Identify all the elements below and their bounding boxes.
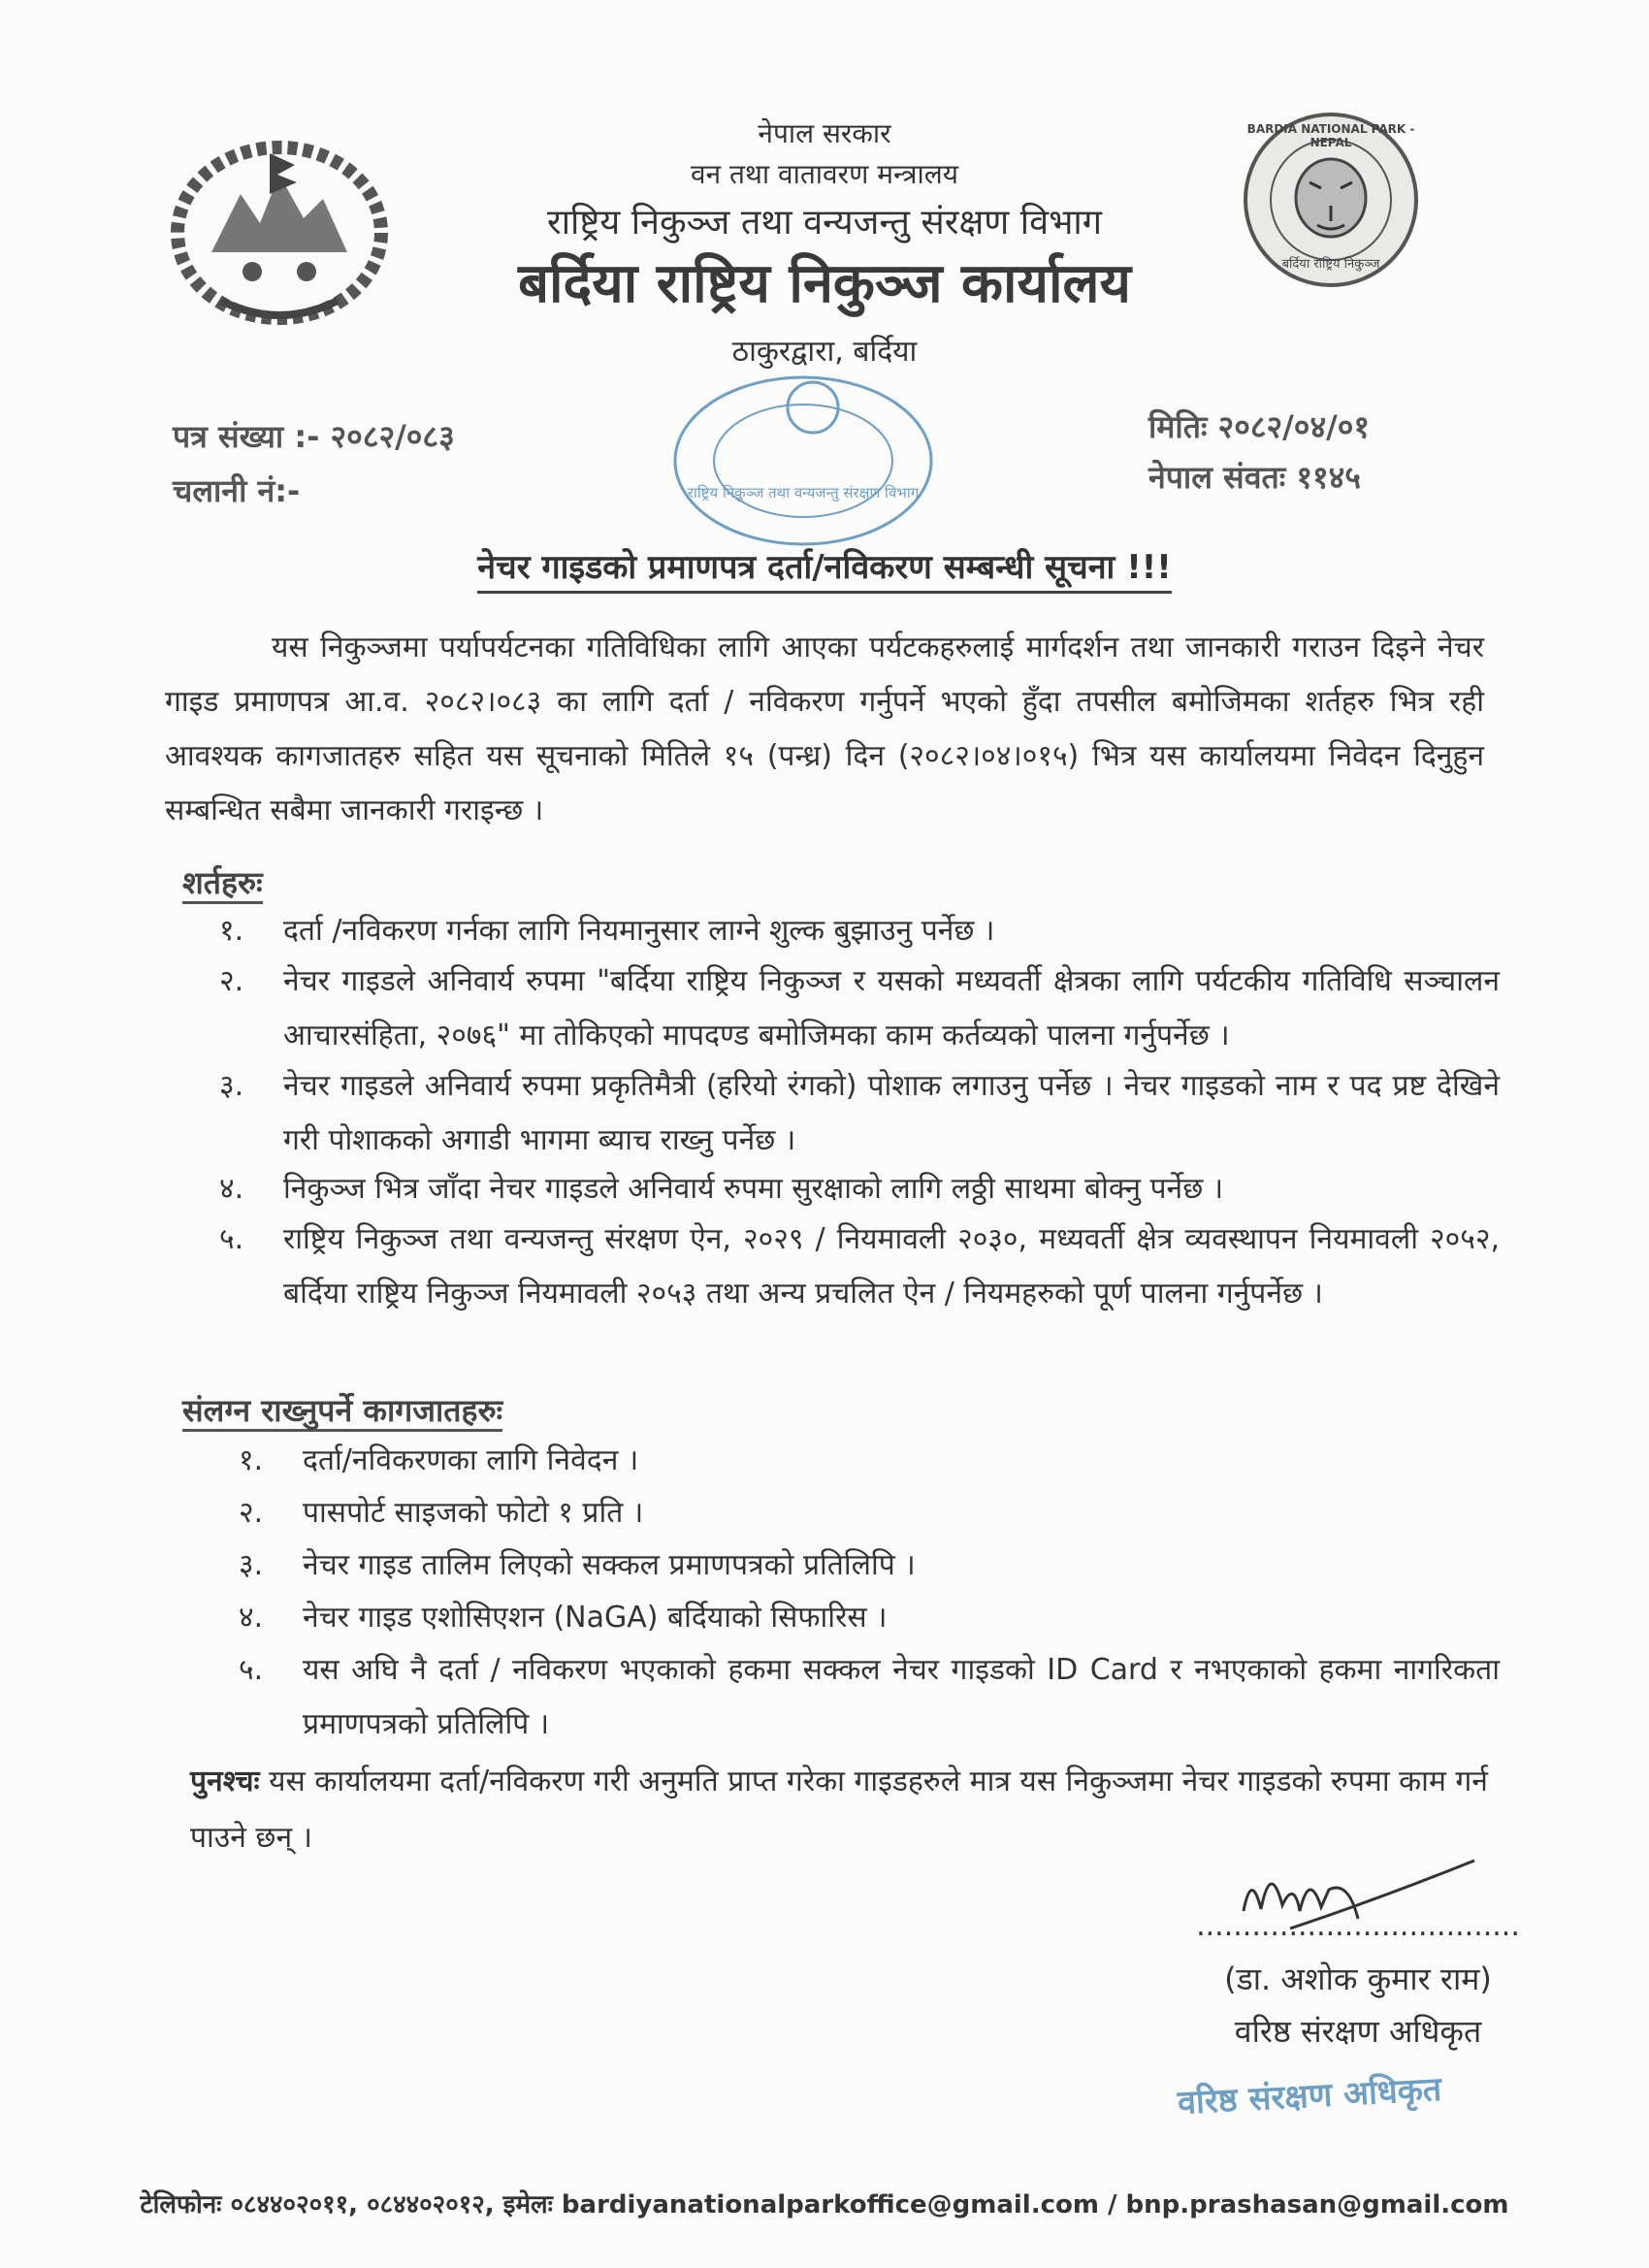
item-text: नेचर गाइड एशोसिएशन (NaGA) बर्दियाको सिफारिस । (303, 1601, 888, 1635)
ministry-name: वन तथा वातावरण मन्त्रालय (691, 158, 958, 190)
seal-sublabel: बर्दिया राष्ट्रिय निकुञ्ज (1281, 257, 1380, 272)
contact-footer: टेलिफोनः ०८४४०२०११, ०८४४०२०१२, इमेलः bardiyanationalparkoffice@gmail.com / bnp.prashasan@gmail.com (140, 2190, 1509, 2219)
item-number: ५. (219, 1222, 244, 1256)
condition-item (219, 955, 1500, 1063)
item-number: १. (239, 1443, 264, 1477)
item-text: दर्ता/नविकरणका लागि निवेदन । (303, 1443, 639, 1477)
item-text: राष्ट्रिय निकुञ्ज तथा वन्यजन्तु संरक्षण ऐन, २०२९ / नियमावली २०३०, मध्यवर्ती क्षेत्र व्यवस्थापन नियमावली २०५२, बर्दिया राष्ट्रिय निकुञ्ज नियमावली २०५३ तथा अन्य प्रचलित ऐन / नियमहरुको पूर्ण पालना गर्नुपर्नेछ । (283, 1222, 1500, 1311)
condition-item (219, 1059, 1500, 1168)
item-number: २. (239, 1496, 264, 1530)
notice-subject (0, 543, 1649, 588)
office-location: ठाकुरद्वारा, बर्दिया (731, 335, 918, 369)
signature-dots: ................................... (1196, 1909, 1520, 1943)
item-number: ३. (219, 1069, 244, 1103)
office-stamp-text: राष्ट्रिय निकुञ्ज तथा वन्यजन्तु संरक्षण विभाग (687, 484, 920, 502)
documents-heading-text: संलग्न राख्नुपर्ने कागजातहरुः (182, 1392, 502, 1432)
item-text: नेचर गाइडले अनिवार्य रुपमा "बर्दिया राष्ट्रिय निकुञ्ज र यसको मध्यवर्ती क्षेत्रका लागि पर्यटकीय गतिविधि सञ्चालन आचारसंहिता, २०७६" मा तोकिएको मापदण्ड बमोजिमका काम कर्तव्यको पालना गर्नुपर्नेछ । (283, 964, 1500, 1053)
item-number: १. (219, 914, 244, 948)
item-number: २. (219, 964, 244, 998)
government-name: नेपाल सरकार (758, 117, 891, 149)
item-number: ४. (239, 1601, 264, 1635)
conditions-heading-text: शर्तहरुः (182, 864, 263, 904)
condition-item (219, 1213, 1500, 1321)
item-text: निकुञ्ज भित्र जाँदा नेचर गाइडले अनिवार्य रुपमा सुरक्षाको लागि लठ्ठी साथमा बोक्नु पर्नेछ । (283, 1172, 1224, 1206)
designation-stamp: वरिष्ठ संरक्षण अधिकृत (1177, 2069, 1443, 2123)
item-number: ५. (239, 1653, 264, 1687)
item-number: ३. (239, 1548, 264, 1582)
item-text: नेचर गाइड तालिम लिएको सक्कल प्रमाणपत्रको प्रतिलिपि । (303, 1548, 916, 1582)
documents-heading (182, 1389, 502, 1431)
document-item (239, 1591, 1519, 1645)
letter-number: पत्र संख्या :- २०८२/०८३ (173, 418, 455, 455)
department-name: राष्ट्रिय निकुञ्ज तथा वन्यजन्तु संरक्षण विभाग (547, 203, 1102, 243)
document-item (239, 1643, 1500, 1752)
item-text: नेचर गाइडले अनिवार्य रुपमा प्रकृतिमैत्री (हरियो रंगको) पोशाक लगाउनु पर्नेछ । नेचर गाइडको नाम र पद प्रष्ट देखिने गरी पोशाकको अगाडी भागमा ब्याच राख्नु पर्नेछ । (283, 1069, 1500, 1157)
conditions-heading (182, 861, 263, 903)
condition-item (219, 904, 1500, 958)
item-number: ४. (219, 1172, 244, 1206)
item-text: दर्ता /नविकरण गर्नका लागि नियमानुसार लाग्ने शुल्क बुझाउनु पर्नेछ । (283, 914, 995, 948)
notice-body: यस निकुञ्जमा पर्यापर्यटनका गतिविधिका लागि आएका पर्यटकहरुलाई मार्गदर्शन तथा जानकारी गराउन दिइने नेचर गाइड प्रमाणपत्र आ.व. २०८२।०८३ का लागि दर्ता / नविकरण गर्नुपर्ने भएको हुँदा तपसील बमोजिमका शर्तहरु भित्र रही आवश्यक कागजातहरु सहित यस सूचनाको मितिले १५ (पन्ध्र) दिन (२०८२।०४।०१५) भित्र यस कार्यालयमा निवेदन दिनुहुन सम्बन्धित सबैमा जानकारी गराइन्छ । (165, 631, 1484, 827)
notice-subject-text: नेचर गाइडको प्रमाणपत्र दर्ता/नविकरण सम्बन्धी सूचना !!! (477, 548, 1171, 594)
postscript (190, 1754, 1490, 1866)
condition-item (219, 1162, 1500, 1216)
document-item (239, 1434, 1519, 1488)
signatory-title: वरिष्ठ संरक्षण अधिकृत (1234, 2013, 1482, 2050)
nepal-samvat-date: नेपाल संवतः ११४५ (1148, 459, 1361, 496)
postscript-text: यस कार्यालयमा दर्ता/नविकरण गरी अनुमति प्राप्त गरेका गाइडहरुले मात्र यस निकुञ्जमा नेचर गाइडको रुपमा काम गर्न पाउने छन् । (190, 1765, 1488, 1855)
seal-label: BARDIA NATIONAL PARK - NEPAL (1246, 122, 1415, 149)
item-text: पासपोर्ट साइजको फोटो १ प्रति । (303, 1496, 644, 1530)
document-item (239, 1486, 1519, 1540)
dispatch-number: चलानी नं:- (173, 472, 301, 509)
office-stamp (667, 369, 939, 553)
signatory-name: (डा. अशोक कुमार राम) (1224, 1960, 1492, 1997)
office-name: बर्दिया राष्ट्रिय निकुञ्ज कार्यालय (518, 252, 1131, 315)
document-item (239, 1539, 1519, 1593)
postscript-label: पुनश्चः (190, 1765, 260, 1798)
letter-date: मितिः २०८२/०४/०१ (1148, 408, 1371, 445)
item-text: यस अघि नै दर्ता / नविकरण भएकाको हकमा सक्कल नेचर गाइडको ID Card र नभएकाको हकमा नागरिकता प्रमाणपत्रको प्रतिलिपि । (303, 1653, 1500, 1741)
